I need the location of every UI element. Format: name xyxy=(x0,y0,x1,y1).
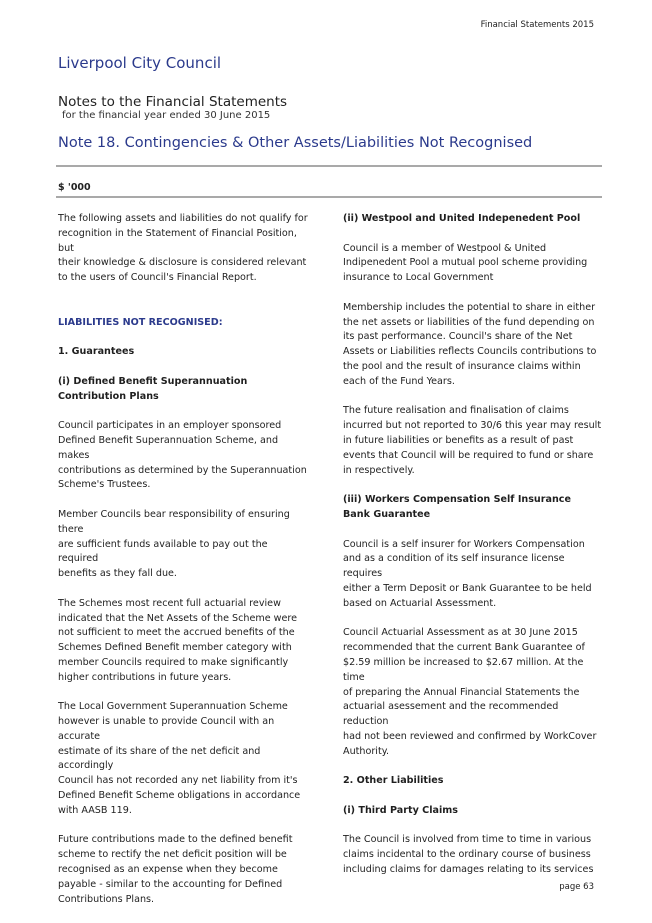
paragraph: The Local Government Superannuation Scheme however is unable to provide Council with an accurate estimate of its share of the net deficit and accordingly Council has not recorded any net liability from it's Defined Benefit Scheme obligations in accordance with AASB 119. xyxy=(58,701,301,816)
paragraph: The Schemes most recent full actuarial review indicated that the Net Assets of the Scheme were not sufficient to meet the accrued benefits of the Schemes Defined Benefit member category with member Councils required to make significantly higher contributions in future years. xyxy=(58,597,298,683)
page-number: page 63 xyxy=(559,882,594,892)
left-column xyxy=(58,212,310,922)
workers-compensation-heading: (iii) Workers Compensation Self Insurance Bank Guarantee xyxy=(343,494,571,520)
paragraph: Council participates in an employer sponsored Defined Benefit Superannuation Scheme, and makes contributions as determined by the Superannuation Scheme's Trustees. xyxy=(58,420,307,491)
paragraph: Council is a member of Westpool & United Indipenedent Pool a mutual pool scheme providing insurance to Local Government xyxy=(343,242,588,284)
units-label: $ '000 xyxy=(58,182,91,193)
westpool-heading: (ii) Westpool and United Indepenedent Pool xyxy=(343,213,581,224)
organization-name: Liverpool City Council xyxy=(58,54,222,72)
third-party-claims-heading: (i) Third Party Claims xyxy=(343,804,458,816)
guarantees-heading: 1. Guarantees xyxy=(58,346,135,358)
other-liabilities-heading: 2. Other Liabilities xyxy=(343,775,444,787)
liabilities-not-recognised-heading: LIABILITIES NOT RECOGNISED: xyxy=(58,316,223,328)
note-title: Note 18. Contingencies & Other Assets/Liabilities Not Recognised xyxy=(58,135,533,151)
document-label: Financial Statements 2015 xyxy=(480,20,594,30)
paragraph: The future realisation and finalisation of claims incurred but not reported to 30/6 this year may result in future liabilities or benefits as a result of past events that Council will be required to fund or share in respectively. xyxy=(343,405,602,476)
intro-paragraph: The following assets and liabilities do not qualify for recognition in the Statement of Financial Position, but their knowledge & disclosure is considered relevant to the users of Council's Financial Report. xyxy=(58,213,308,284)
paragraph: Council Actuarial Assessment as at 30 June 2015 recommended that the current Bank Guarantee of $2.59 million be increased to $2.67 million. At the time of preparing the Annual Financial Statements the actuarial asessement and the recommended reduction had not been reviewed and confirmed by WorkCover Authority. xyxy=(343,627,597,757)
defined-benefit-heading: (i) Defined Benefit Superannuation Contribution Plans xyxy=(58,375,248,402)
paragraph: Future contributions made to the defined benefit scheme to rectify the net deficit position will be recognised as an expense when they become payable - similar to the accounting for Defined Contributions Plans. xyxy=(58,834,293,905)
paragraph: Membership includes the potential to share in either the net assets or liabilities of the fund depending on its past performance. Council's share of the Net Assets or Liabilities reflects Councils contributions to the pool and the result of insurance claims within each of the Fund Years. xyxy=(343,301,597,387)
right-column xyxy=(343,212,603,893)
paragraph: Member Councils bear responsibility of ensuring there are sufficient funds available to pay out the required benefits as they fall due. xyxy=(58,508,290,580)
notes-subtitle: for the financial year ended 30 June 2015 xyxy=(62,110,271,121)
divider-bottom xyxy=(56,196,602,198)
divider-top xyxy=(56,165,602,167)
notes-title: Notes to the Financial Statements xyxy=(58,94,288,110)
paragraph: The Council is involved from time to time in various claims incidental to the ordinary course of business including claims for damages relating to its services xyxy=(343,834,594,876)
paragraph: Council is a self insurer for Workers Compensation and as a condition of its self insurance license requires either a Term Deposit or Bank Guarantee to be held based on Actuarial Assessment. xyxy=(343,538,592,609)
